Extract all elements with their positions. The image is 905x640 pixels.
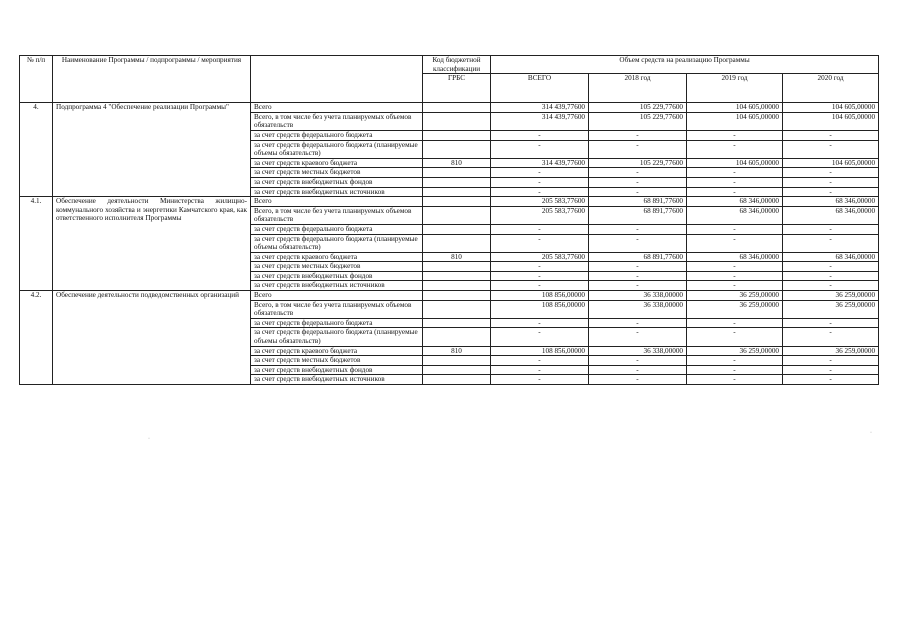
amount-2020: 68 346,00000 [783,206,879,224]
amount-total: - [491,271,589,281]
amount-2018: - [589,375,687,385]
amount-2019: - [687,365,783,375]
amount-2018: - [589,130,687,140]
amount-2020: - [783,281,879,291]
amount-total: - [491,375,589,385]
amount-2018: 36 338,00000 [589,300,687,318]
grbs-code [423,271,491,281]
amount-2020: - [783,271,879,281]
grbs-code [423,224,491,234]
grbs-code [423,206,491,224]
funding-source: Всего, в том числе без учета планируемых объемов обязательств [251,300,423,318]
grbs-code [423,375,491,385]
amount-2018: - [589,281,687,291]
amount-total: - [491,130,589,140]
amount-total: 108 856,00000 [491,346,589,356]
amount-2018: 68 891,77600 [589,252,687,262]
amount-total: - [491,281,589,291]
amount-2018: - [589,224,687,234]
amount-total: - [491,262,589,272]
funding-source: за счет средств местных бюджетов [251,262,423,272]
amount-2018: - [589,187,687,197]
amount-2019: - [687,224,783,234]
funding-source: за счет средств внебюджетных источников [251,187,423,197]
row-number: 4.2. [20,291,53,385]
amount-2018: - [589,318,687,328]
amount-2019: - [687,262,783,272]
grbs-code: 810 [423,158,491,168]
amount-2020: - [783,224,879,234]
program-name: Обеспечение деятельности Министерства жилищно-коммунального хозяйства и энергетики Камчатского края, как ответственного исполнителя Программы [53,197,251,291]
amount-total: - [491,356,589,366]
amount-2018: - [589,168,687,178]
grbs-code [423,168,491,178]
grbs-code [423,112,491,130]
grbs-code [423,140,491,158]
amount-2018: - [589,177,687,187]
grbs-code [423,318,491,328]
amount-2019: - [687,281,783,291]
amount-total: 108 856,00000 [491,300,589,318]
table-row [20,197,879,207]
amount-total: - [491,140,589,158]
amount-2019: - [687,177,783,187]
amount-total: - [491,168,589,178]
grbs-code [423,300,491,318]
header-code-group: Код бюджетной классификации [423,56,491,74]
amount-2020: 36 259,00000 [783,291,879,301]
grbs-code [423,197,491,207]
program-funding-table [19,55,879,385]
grbs-code [423,262,491,272]
funding-source: за счет средств федерального бюджета [251,318,423,328]
funding-source: за счет средств внебюджетных источников [251,281,423,291]
amount-2020: 36 259,00000 [783,300,879,318]
funding-source: за счет средств федерального бюджета [251,130,423,140]
scan-speck: · [148,436,150,442]
amount-2019: - [687,187,783,197]
amount-2020: 104 605,00000 [783,112,879,130]
row-number: 4. [20,103,53,197]
amount-2020: - [783,187,879,197]
amount-2018: 105 229,77600 [589,158,687,168]
amount-2019: 104 605,00000 [687,112,783,130]
amount-2019: - [687,130,783,140]
funding-source: за счет средств внебюджетных источников [251,375,423,385]
header-grbs: ГРБС [423,74,491,103]
amount-total: 314 439,77600 [491,103,589,113]
header-2019: 2019 год [687,74,783,103]
amount-2019: 68 346,00000 [687,197,783,207]
header-2020: 2020 год [783,74,879,103]
amount-2019: 68 346,00000 [687,252,783,262]
amount-2020: 36 259,00000 [783,346,879,356]
amount-2019: 36 259,00000 [687,300,783,318]
funding-source: за счет средств федерального бюджета (планируемые объемы обязательств) [251,234,423,252]
amount-2019: - [687,234,783,252]
amount-2020: - [783,234,879,252]
amount-2018: - [589,328,687,346]
amount-2020: - [783,375,879,385]
funding-source: за счет средств внебюджетных фондов [251,177,423,187]
amount-2020: - [783,177,879,187]
grbs-code [423,177,491,187]
table-header [20,56,879,103]
amount-2018: 68 891,77600 [589,197,687,207]
amount-total: 205 583,77600 [491,197,589,207]
funding-source: за счет средств краевого бюджета [251,158,423,168]
grbs-code [423,281,491,291]
funding-source: за счет средств краевого бюджета [251,252,423,262]
amount-2018: - [589,140,687,158]
amount-2019: - [687,356,783,366]
funding-source: за счет средств местных бюджетов [251,356,423,366]
funding-source: Всего [251,103,423,113]
amount-2019: - [687,140,783,158]
grbs-code [423,130,491,140]
amount-total: 205 583,77600 [491,252,589,262]
amount-2019: - [687,271,783,281]
amount-total: - [491,177,589,187]
funding-source: за счет средств федерального бюджета (планируемые объемы обязательств) [251,140,423,158]
header-total: ВСЕГО [491,74,589,103]
amount-2020: - [783,140,879,158]
funding-source: Всего [251,197,423,207]
amount-2018: - [589,234,687,252]
amount-2020: - [783,356,879,366]
funding-source: за счет средств внебюджетных фондов [251,271,423,281]
program-name: Обеспечение деятельности подведомственных организаций [53,291,251,385]
amount-total: 314 439,77600 [491,112,589,130]
amount-2018: 36 338,00000 [589,291,687,301]
grbs-code [423,356,491,366]
amount-2020: 104 605,00000 [783,158,879,168]
funding-source: за счет средств федерального бюджета [251,224,423,234]
amount-total: - [491,234,589,252]
amount-total: 314 439,77600 [491,158,589,168]
funding-source: за счет средств федерального бюджета (планируемые объемы обязательств) [251,328,423,346]
amount-total: 205 583,77600 [491,206,589,224]
amount-2020: 68 346,00000 [783,197,879,207]
funding-source: Всего, в том числе без учета планируемых объемов обязательств [251,206,423,224]
grbs-code [423,291,491,301]
funding-source: Всего [251,291,423,301]
amount-total: - [491,328,589,346]
amount-2019: - [687,318,783,328]
amount-2019: 104 605,00000 [687,103,783,113]
amount-2019: - [687,375,783,385]
amount-2018: - [589,262,687,272]
amount-total: 108 856,00000 [491,291,589,301]
table-body [20,103,879,385]
amount-2018: 36 338,00000 [589,346,687,356]
amount-total: - [491,187,589,197]
grbs-code: 810 [423,346,491,356]
header-volume-group: Объем средств на реализацию Программы [491,56,879,74]
amount-2018: - [589,271,687,281]
program-name: Подпрограмма 4 "Обеспечение реализации Программы" [53,103,251,197]
funding-source: за счет средств краевого бюджета [251,346,423,356]
scan-speck: · [870,430,872,436]
amount-total: - [491,318,589,328]
grbs-code [423,365,491,375]
grbs-code: 810 [423,252,491,262]
grbs-code [423,103,491,113]
amount-2018: 105 229,77600 [589,112,687,130]
grbs-code [423,328,491,346]
header-nn: № п/п [20,56,53,103]
header-2018: 2018 год [589,74,687,103]
amount-2020: - [783,262,879,272]
amount-2020: 104 605,00000 [783,103,879,113]
amount-2020: - [783,168,879,178]
amount-2018: - [589,356,687,366]
row-number: 4.1. [20,197,53,291]
amount-2020: - [783,328,879,346]
amount-total: - [491,365,589,375]
amount-2020: - [783,365,879,375]
amount-2018: 105 229,77600 [589,103,687,113]
grbs-code [423,187,491,197]
funding-source: за счет средств внебюджетных фондов [251,365,423,375]
amount-2019: - [687,328,783,346]
amount-2019: 104 605,00000 [687,158,783,168]
amount-2020: 68 346,00000 [783,252,879,262]
amount-2018: 68 891,77600 [589,206,687,224]
amount-total: - [491,224,589,234]
amount-2019: 36 259,00000 [687,346,783,356]
amount-2020: - [783,130,879,140]
table-row [20,291,879,301]
amount-2020: - [783,318,879,328]
grbs-code [423,234,491,252]
header-name: Наименование Программы / подпрограммы / мероприятия [53,56,251,103]
funding-source: Всего, в том числе без учета планируемых объемов обязательств [251,112,423,130]
header-source-blank [251,56,423,103]
table-row [20,103,879,113]
amount-2019: 68 346,00000 [687,206,783,224]
amount-2019: 36 259,00000 [687,291,783,301]
funding-source: за счет средств местных бюджетов [251,168,423,178]
amount-2018: - [589,365,687,375]
amount-2019: - [687,168,783,178]
